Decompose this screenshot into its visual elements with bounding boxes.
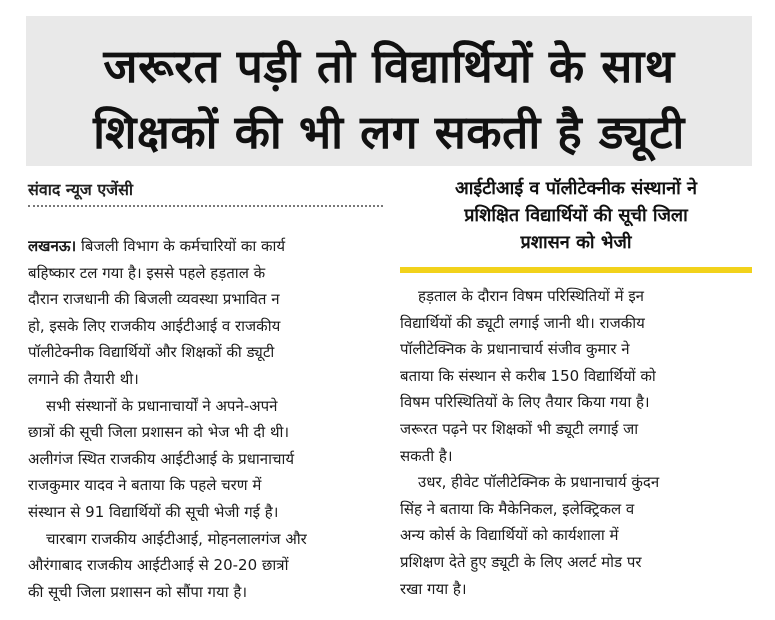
text-line: बहिष्कार टल गया है। इससे पहले हड़ताल के: [28, 263, 266, 282]
text-line: प्रशिक्षण देते हुए ड्यूटी के लिए अलर्ट मोड पर: [400, 552, 642, 571]
text-line: सभी संस्थानों के प्रधानाचार्यों ने अपने-अपने: [46, 396, 278, 415]
text-line: बताया कि संस्थान से करीब 150 विद्यार्थियों को: [400, 366, 656, 385]
text-line: हड़ताल के दौरान विषम परिस्थितियों में इन: [418, 287, 645, 305]
subheadline-line: प्रशिक्षित विद्यार्थियों की सूची जिला: [464, 205, 688, 226]
headline-line-1: जरूरत पड़ी तो विद्यार्थियों के साथ: [103, 39, 675, 93]
paragraph: [400, 283, 752, 469]
paragraph: [28, 233, 383, 393]
text-line: जरूरत पढ़ने पर शिक्षकों भी ड्यूटी लगाई जा: [400, 419, 639, 438]
text-line: छात्रों की सूची जिला प्रशासन को भेज भी दी थी।: [28, 423, 290, 442]
subheadline: [400, 175, 752, 256]
text-line: सिंह ने बताया कि मैकेनिकल, इलेक्ट्रिकल व: [400, 499, 635, 518]
subheadline-underline: [400, 267, 752, 273]
headline-line-2: शिक्षकों की भी लग सकती है ड्यूटी: [93, 105, 685, 159]
byline: संवाद न्यूज एजेंसी: [28, 180, 134, 199]
text-line: पॉलीटेक्नीक विद्यार्थियों और शिक्षकों की ड्यूटी: [28, 343, 275, 362]
text-line: दौरान राजधानी की बिजली व्यवस्था प्रभावित न: [28, 290, 280, 309]
text-line: हो, इसके लिए राजकीय आईटीआई व राजकीय: [28, 316, 281, 335]
text-line: अलीगंज स्थित राजकीय आईटीआई के प्रधानाचार्य: [28, 449, 295, 468]
text-line: रखा गया है।: [400, 579, 467, 598]
text-line: औरंगाबाद राजकीय आईटीआई से 20-20 छात्रों: [28, 556, 289, 575]
headline-box: [26, 16, 752, 166]
article-right-column: [400, 283, 752, 602]
subheadline-line: प्रशासन को भेजी: [520, 232, 632, 253]
text-line: विद्यार्थियों की ड्यूटी लगाई जानी थी। राजकीय: [400, 313, 645, 332]
paragraph: [400, 469, 752, 602]
text-line: की सूची जिला प्रशासन को सौंपा गया है।: [28, 582, 248, 601]
text-line: राजकुमार यादव ने बताया कि पहले चरण में: [28, 476, 262, 495]
text-line: अन्य कोर्स के विद्यार्थियों को कार्यशाला में: [400, 526, 619, 545]
paragraph: [28, 393, 383, 526]
text-line: संस्थान से 91 विद्यार्थियों की सूची भेजी गई है।: [28, 502, 279, 521]
subheadline-line: आईटीआई व पॉलीटेक्नीक संस्थानों ने: [454, 178, 698, 199]
article-left-column: [28, 233, 383, 605]
text-line: लखनऊ। बिजली विभाग के कर्मचारियों का कार्य: [28, 237, 286, 255]
text-line: सकती है।: [400, 446, 453, 465]
text-line: उधर, हीवेट पॉलीटेक्निक के प्रधानाचार्य कुंदन: [418, 473, 660, 492]
text-line: चारबाग राजकीय आईटीआई, मोहनलालगंज और: [46, 529, 307, 548]
text-line: लगाने की तैयारी थी।: [28, 369, 139, 388]
text-line: पॉलीटेक्निक के प्रधानाचार्य संजीव कुमार ने: [400, 340, 630, 359]
dateline: लखनऊ।: [28, 237, 77, 255]
text-line: विषम परिस्थितियों के लिए तैयार किया गया है।: [400, 393, 650, 412]
byline-divider: [28, 205, 383, 207]
paragraph: [28, 526, 383, 606]
